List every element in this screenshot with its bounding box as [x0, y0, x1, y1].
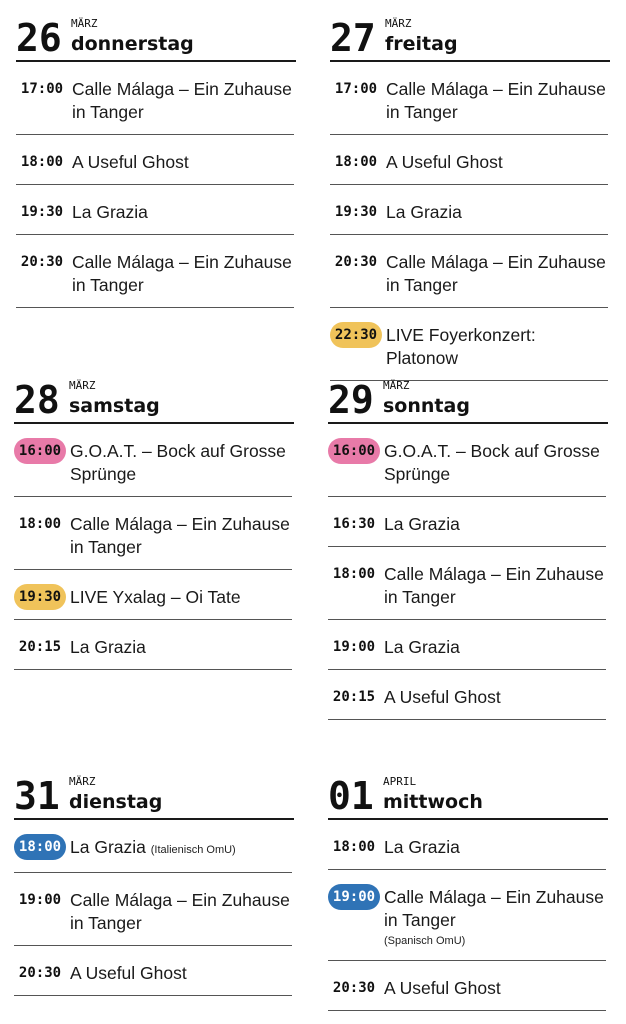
screening-title-block: [72, 62, 294, 134]
day-column-28: [14, 378, 294, 670]
language-note: (Italienisch OmU): [150, 844, 236, 856]
highlighted-time-badge: 16:00: [328, 438, 380, 464]
screening-title-block: [70, 424, 292, 496]
screening-title: Calle Málaga – Ein Zuhause in Tanger: [72, 252, 292, 295]
screening-time: 20:30: [18, 965, 62, 981]
screening-item[interactable]: [328, 620, 606, 670]
screening-item[interactable]: [14, 946, 292, 996]
screening-title-block: [70, 873, 292, 945]
screening-item[interactable]: [14, 820, 292, 873]
language-note: (Spanisch OmU): [384, 935, 466, 947]
day-month: MÄRZ: [69, 379, 96, 392]
screening-title-block: [384, 547, 606, 619]
screening-time: 19:30: [20, 204, 64, 220]
screening-title: A Useful Ghost: [384, 687, 501, 707]
day-header: [328, 774, 608, 820]
screening-title: A Useful Ghost: [386, 152, 503, 172]
screening-time: 17:00: [334, 81, 378, 97]
day-number: 31: [14, 774, 60, 818]
screening-title-block: [386, 135, 608, 184]
screening-title-block: [384, 620, 606, 669]
screening-title: Calle Málaga – Ein Zuhause in Tanger: [70, 514, 290, 557]
screening-title-block: [70, 620, 292, 669]
screening-title: Calle Málaga – Ein Zuhause in Tanger: [386, 252, 606, 295]
highlighted-time-badge: 19:00: [328, 884, 380, 910]
screening-time: 19:30: [334, 204, 378, 220]
highlighted-time-badge: 22:30: [330, 322, 382, 348]
screening-title: Calle Málaga – Ein Zuhause in Tanger: [386, 79, 606, 122]
screening-time: 18:00: [332, 839, 376, 855]
screening-item[interactable]: [330, 185, 608, 235]
day-number: 27: [330, 16, 376, 60]
screening-title-block: [70, 497, 292, 569]
screening-time: 20:30: [20, 254, 64, 270]
screening-title-block: [72, 135, 294, 184]
screening-time: 20:15: [332, 689, 376, 705]
screening-item[interactable]: [14, 873, 292, 946]
screening-title: LIVE Foyerkonzert: Platonow: [386, 325, 536, 368]
screening-item[interactable]: [330, 308, 608, 381]
day-column-29: [328, 378, 608, 720]
weekday-name: donnerstag: [71, 33, 194, 55]
day-number: 26: [16, 16, 62, 60]
screening-title-block: [70, 820, 292, 872]
screening-title-block: [384, 670, 606, 719]
day-header: [330, 16, 610, 62]
day-month: MÄRZ: [385, 17, 412, 30]
screening-item[interactable]: [14, 570, 292, 620]
screening-title-block: [386, 235, 608, 307]
screening-time: 18:00: [334, 154, 378, 170]
screening-title: La Grazia: [72, 202, 148, 222]
screening-time: 19:00: [18, 892, 62, 908]
day-header: [14, 378, 294, 424]
screening-item[interactable]: [14, 620, 292, 670]
screening-title: La Grazia: [384, 837, 460, 857]
screening-item[interactable]: [330, 62, 608, 135]
day-header: [328, 378, 608, 424]
screening-item[interactable]: [328, 497, 606, 547]
screening-title-block: [384, 424, 606, 496]
screening-item[interactable]: [328, 670, 606, 720]
screening-time: 16:30: [332, 516, 376, 532]
screening-item[interactable]: [330, 235, 608, 308]
screening-item[interactable]: [14, 424, 292, 497]
screening-title: La Grazia: [384, 637, 460, 657]
day-column-01: [328, 774, 608, 1011]
screening-item[interactable]: [14, 497, 292, 570]
screening-title: La Grazia: [70, 837, 146, 857]
screening-title: G.O.A.T. – Bock auf Grosse Sprünge: [384, 441, 600, 484]
day-column-26: [16, 16, 296, 308]
screening-title: La Grazia: [70, 637, 146, 657]
screening-title: A Useful Ghost: [72, 152, 189, 172]
day-header: [16, 16, 296, 62]
screening-time: 18:00: [18, 516, 62, 532]
day-number: 01: [328, 774, 374, 818]
screening-item[interactable]: [16, 185, 294, 235]
screening-time: 20:30: [332, 980, 376, 996]
screening-title: Calle Málaga – Ein Zuhause in Tanger: [70, 890, 290, 933]
screening-title-block: [384, 820, 606, 869]
screening-title-block: [386, 62, 608, 134]
screening-title-block: [384, 961, 606, 1010]
screening-time: 19:00: [332, 639, 376, 655]
day-column-31: [14, 774, 294, 996]
screening-time: 20:15: [18, 639, 62, 655]
day-month: MÄRZ: [383, 379, 410, 392]
screening-time: 17:00: [20, 81, 64, 97]
screening-title-block: [386, 308, 608, 380]
screening-item[interactable]: [328, 547, 606, 620]
screening-item[interactable]: [328, 424, 606, 497]
highlighted-time-badge: 19:30: [14, 584, 66, 610]
weekday-name: freitag: [385, 33, 458, 55]
day-number: 29: [328, 378, 374, 422]
screening-item[interactable]: [328, 820, 606, 870]
highlighted-time-badge: 18:00: [14, 834, 66, 860]
screening-time: 18:00: [20, 154, 64, 170]
screening-title-block: [384, 870, 606, 960]
screening-title: LIVE Yxalag – Oi Tate: [70, 587, 241, 607]
screening-title: G.O.A.T. – Bock auf Grosse Sprünge: [70, 441, 286, 484]
weekday-name: mittwoch: [383, 791, 483, 813]
screening-title-block: [72, 185, 294, 234]
screening-item[interactable]: [16, 62, 294, 135]
screening-title: Calle Málaga – Ein Zuhause in Tanger: [384, 564, 604, 607]
screening-item[interactable]: [16, 135, 294, 185]
screening-title: A Useful Ghost: [384, 978, 501, 998]
screening-item[interactable]: [330, 135, 608, 185]
screening-title: La Grazia: [384, 514, 460, 534]
day-month: MÄRZ: [71, 17, 98, 30]
screening-title-block: [70, 946, 292, 995]
screening-title: A Useful Ghost: [70, 963, 187, 983]
day-header: [14, 774, 294, 820]
screening-item[interactable]: [328, 961, 606, 1011]
screening-title: Calle Málaga – Ein Zuhause in Tanger: [72, 79, 292, 122]
weekday-name: dienstag: [69, 791, 163, 813]
day-number: 28: [14, 378, 60, 422]
screening-title-block: [72, 235, 294, 307]
screening-title: La Grazia: [386, 202, 462, 222]
screening-item[interactable]: [328, 870, 606, 961]
screening-title: Calle Málaga – Ein Zuhause in Tanger: [384, 887, 604, 930]
screening-title-block: [384, 497, 606, 546]
weekday-name: samstag: [69, 395, 160, 417]
screening-time: 20:30: [334, 254, 378, 270]
screening-title-block: [70, 570, 292, 619]
day-column-27: [330, 16, 610, 381]
weekday-name: sonntag: [383, 395, 470, 417]
screening-item[interactable]: [16, 235, 294, 308]
day-month: APRIL: [383, 775, 417, 788]
screening-time: 18:00: [332, 566, 376, 582]
screening-title-block: [386, 185, 608, 234]
highlighted-time-badge: 16:00: [14, 438, 66, 464]
day-month: MÄRZ: [69, 775, 96, 788]
